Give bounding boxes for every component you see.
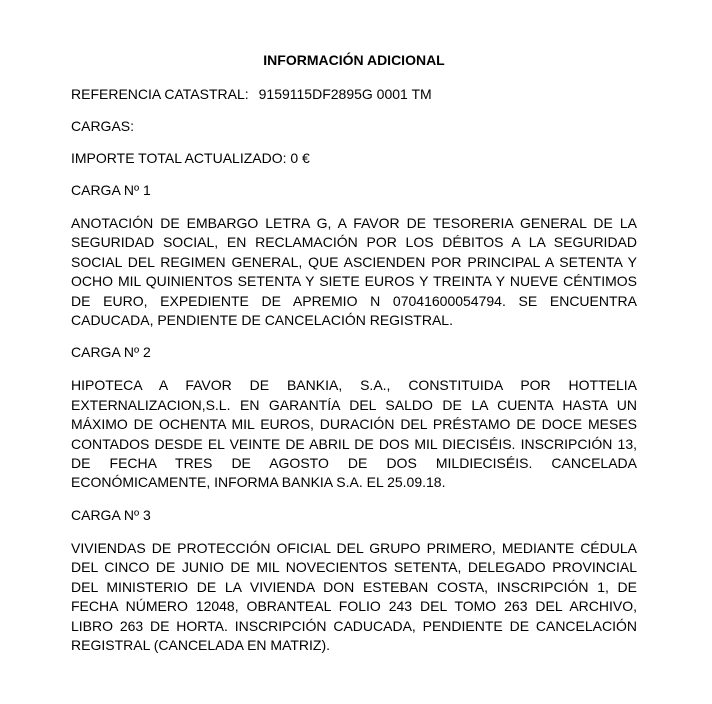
carga-2-heading: CARGA Nº 2 bbox=[71, 344, 151, 361]
carga-3-text: VIVIENDAS DE PROTECCIÓN OFICIAL DEL GRUPO PRIMERO, MEDIANTE CÉDULA DEL CINCO DE JUNIO DE MIL NOVECIENTOS SETENTA, DELEGADO PROVINCIAL DEL MINISTERIO DE LA VIVIENDA DON ESTEBAN COSTA, INSCRIPCIÓN 1, DE FECHA NÚMERO 12048, OBRANTEAL FOLIO 243 DEL TOMO 263 DEL ARCHIVO, LIBRO 263 DE HORTA. INSCRIPCIÓN CADUCADA, PENDIENTE DE CANCELACIÓN REGISTRAL (CANCELADA EN MATRIZ). bbox=[71, 539, 637, 653]
carga-2-text: HIPOTECA A FAVOR DE BANKIA, S.A., CONSTITUIDA POR HOTTELIA EXTERNALIZACION,S.L. EN GARANTÍA DEL SALDO DE LA CUENTA HASTA UN MÁXIMO DE OCHENTA MIL EUROS, DURACIÓN DEL PRÉSTAMO DE DOCE MESES CONTADOS DESDE EL VEINTE DE ABRIL DE DOS MIL DIECISÉIS. INSCRIPCIÓN 13, DE FECHA TRES DE AGOSTO DE DOS MILDIECISÉIS. CANCELADA ECONÓMICAMENTE, INFORMA BANKIA S.A. EL 25.09.18. bbox=[71, 377, 637, 491]
cargas-label: CARGAS: bbox=[71, 118, 135, 134]
importe-total: IMPORTE TOTAL ACTUALIZADO: 0 € bbox=[71, 150, 310, 166]
document-page bbox=[71, 52, 637, 669]
carga-3-heading: CARGA Nº 3 bbox=[71, 506, 151, 523]
referencia-catastral-line bbox=[71, 86, 637, 103]
referencia-catastral-value: 9159115DF2895G 0001 TM bbox=[258, 86, 432, 102]
carga-1-heading: CARGA Nº 1 bbox=[71, 182, 151, 198]
document-title: INFORMACIÓN ADICIONAL bbox=[263, 52, 445, 68]
carga-1-text: ANOTACIÓN DE EMBARGO LETRA G, A FAVOR DE TESORERIA GENERAL DE LA SEGURIDAD SOCIAL, EN RECLAMACIÓN POR LOS DÉBITOS A LA SEGURIDAD SOCIAL DEL REGIMEN GENERAL, QUE ASCIENDEN POR PRINCIPAL A SETENTA Y OCHO MIL QUINIENTOS SETENTA Y SIETE EUROS Y TREINTA Y NUEVE CÉNTIMOS DE EURO, EXPEDIENTE DE APREMIO N 07041600054794. SE ENCUENTRA CADUCADA, PENDIENTE DE CANCELACIÓN REGISTRAL. bbox=[71, 215, 637, 329]
referencia-catastral-label: REFERENCIA CATASTRAL: bbox=[71, 86, 249, 102]
